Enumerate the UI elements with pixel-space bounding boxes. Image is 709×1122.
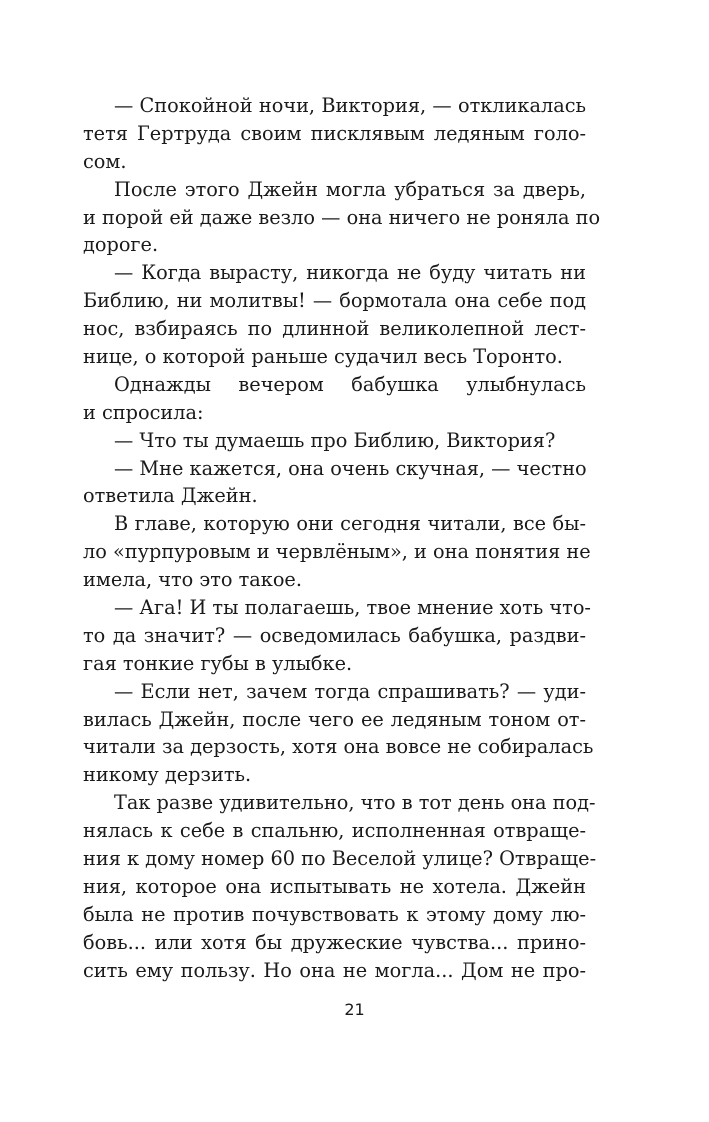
- text-line: вилась Джейн, после чего ее ледяным тоном от-: [83, 707, 586, 731]
- text-line: сить ему пользу. Но она не могла... Дом не про-: [83, 958, 586, 982]
- text-line: ния к дому номер 60 по Веселой улице? Отвраще-: [83, 847, 597, 871]
- text-line: Однажды вечером бабушка улыбнулась: [114, 372, 586, 396]
- text-line: дороге.: [83, 233, 159, 257]
- text-line: никому дерзить.: [83, 763, 252, 787]
- text-line: нялась к себе в спальню, исполненная отвраще-: [83, 819, 586, 843]
- text-line: Так разве удивительно, что в тот день она под-: [114, 791, 596, 815]
- text-line: — Спокойной ночи, Виктория, — откликалась: [114, 94, 586, 117]
- text-line: нице, о которой раньше судачил весь Торонто.: [83, 345, 563, 369]
- text-line: — Что ты думаешь про Библию, Виктория?: [114, 428, 556, 452]
- text-line: и спросила:: [83, 400, 204, 424]
- text-line: имела, что это такое.: [83, 568, 302, 592]
- text-line: сом.: [83, 149, 127, 173]
- text-line: В главе, которую они сегодня читали, все бы-: [114, 512, 586, 536]
- text-line: и порой ей даже везло — она ничего не роняла по: [83, 205, 601, 229]
- text-line: ло «пурпуровым и червлёным», и она понятия не: [83, 540, 591, 564]
- text-line: Библию, ни молитвы! — бормотала она себе под: [83, 289, 586, 313]
- text-line: — Когда вырасту, никогда не буду читать ни: [114, 261, 586, 285]
- text-line: то да значит? — осведомилась бабушка, раздви-: [83, 623, 586, 647]
- text-line: гая тонкие губы в улыбке.: [83, 651, 353, 675]
- text-line: нос, взбираясь по длинной великолепной лест-: [83, 317, 586, 341]
- text-line: читали за дерзость, хотя она вовсе не собиралась: [83, 735, 594, 759]
- text-line: — Ага! И ты полагаешь, твое мнение хоть что-: [114, 596, 591, 620]
- text-line: тетя Гертруда своим писклявым ледяным голо-: [83, 121, 586, 145]
- body-text: [83, 92, 601, 985]
- text-line: ния, которое она испытывать не хотела. Джейн: [83, 874, 586, 898]
- text-line: После этого Джейн могла убраться за дверь,: [114, 177, 586, 201]
- text-line: — Если нет, зачем тогда спрашивать? — уди-: [114, 679, 586, 703]
- text-line: бовь... или хотя бы дружеские чувства... прино-: [83, 930, 586, 954]
- page-number: 21: [344, 1000, 365, 1019]
- text-line: — Мне кажется, она очень скучная, — честно: [114, 456, 587, 480]
- text-line: была не против почувствовать к этому дому лю-: [83, 902, 586, 926]
- text-line: ответила Джейн.: [83, 484, 258, 508]
